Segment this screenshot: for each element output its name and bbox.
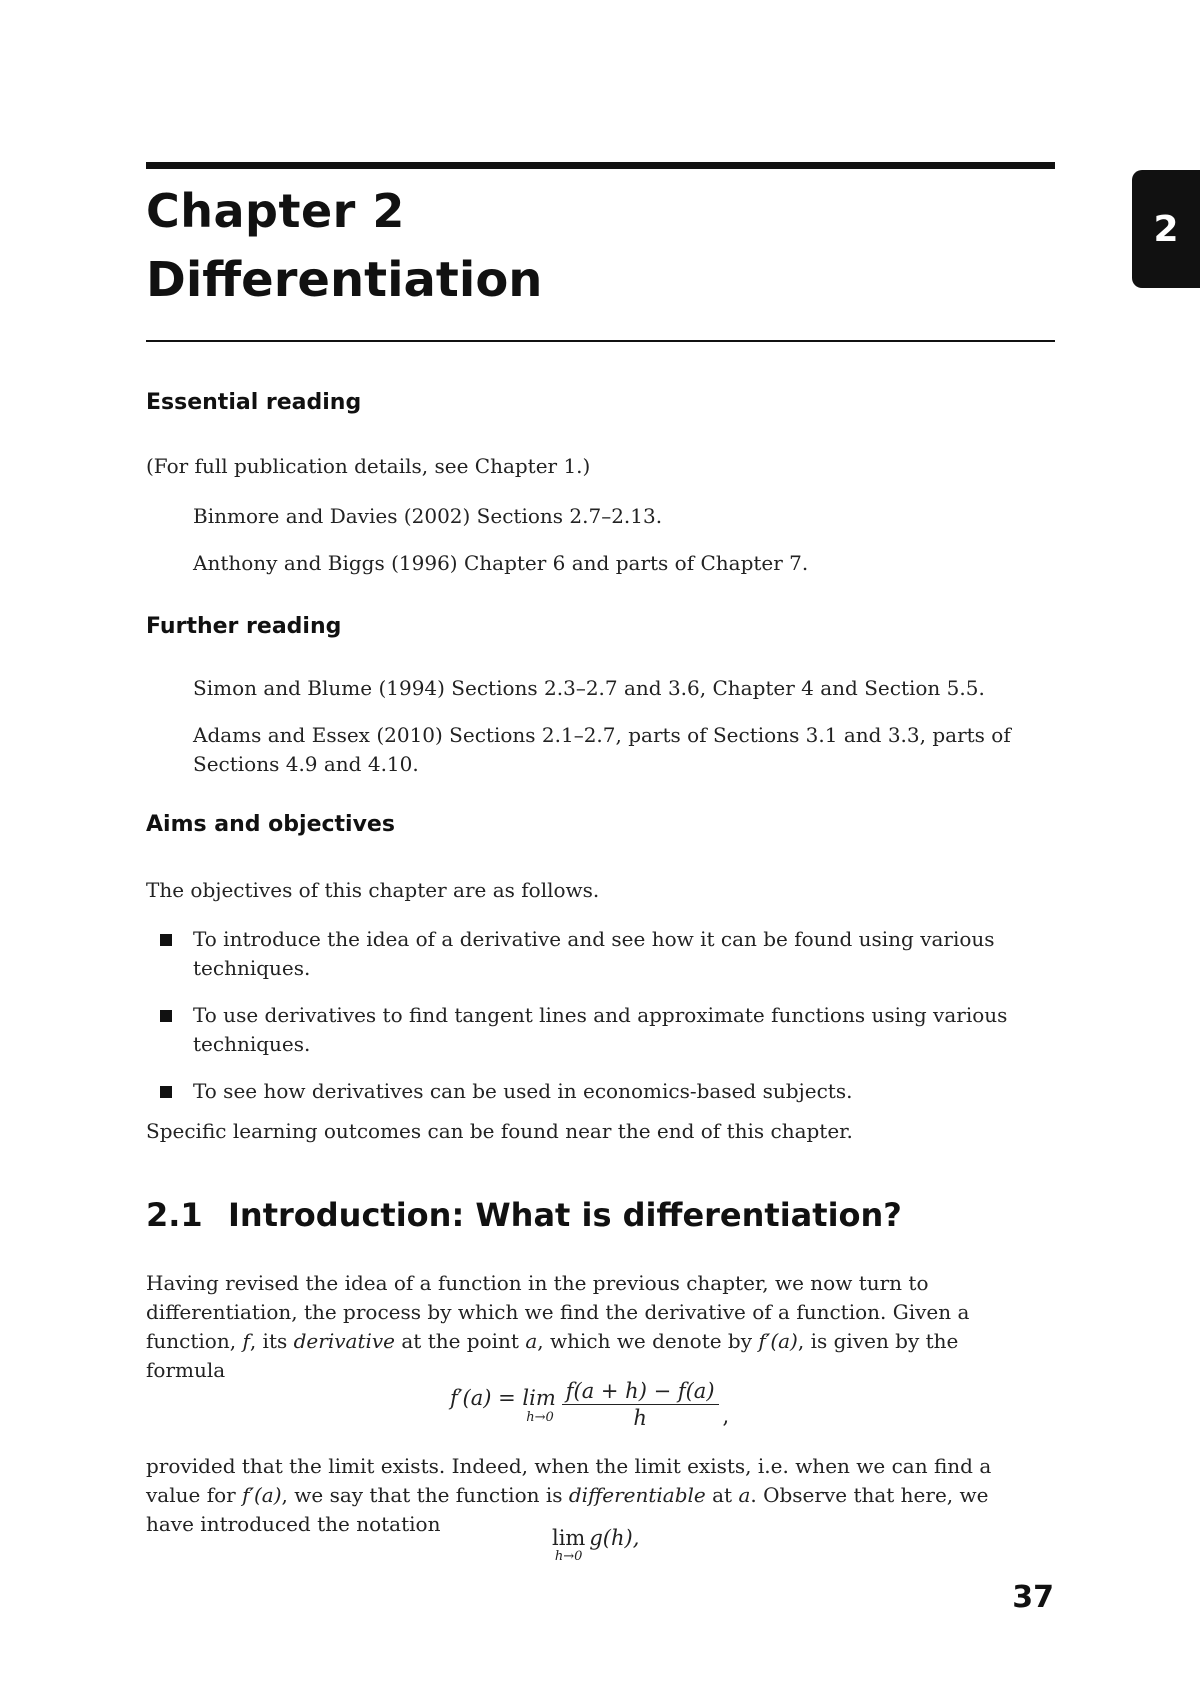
intro-paragraph: Having revised the idea of a function in the previous chapter, we now turn to differentiation, the process by which we find the derivative of a function. Given a function, f, its derivative at the point a, which we denote by f′(a), is given by the formula	[146, 1271, 970, 1382]
reading-item: Simon and Blume (1994) Sections 2.3–2.7 and 3.6, Chapter 4 and Section 5.5.	[193, 676, 985, 700]
chapter-title: Differentiation	[146, 252, 543, 308]
derivative-formula: f′(a) = lim h→0 f(a + h) − f(a) h ,	[450, 1379, 730, 1430]
reading-item: Anthony and Biggs (1996) Chapter 6 and parts of Chapter 7.	[193, 551, 809, 575]
aims-heading: Aims and objectives	[146, 812, 395, 837]
limit-paragraph: provided that the limit exists. Indeed, when the limit exists, i.e. when we can find a value for f′(a), we say that the function is differentiable at a. Observe that here, we have introduced the notation	[146, 1454, 992, 1536]
differentiable-term: differentiable	[568, 1483, 706, 1507]
derivative-term: derivative	[293, 1329, 396, 1353]
bullet-square-icon	[160, 1010, 172, 1022]
publication-note: (For full publication details, see Chapter 1.)	[146, 454, 591, 478]
bullet-square-icon	[160, 934, 172, 946]
top-rule	[146, 162, 1055, 169]
section-title: Introduction: What is differentiation?	[228, 1196, 902, 1234]
aims-outro: Specific learning outcomes can be found near the end of this chapter.	[146, 1119, 853, 1143]
limit-notation: lim h→0 g(h),	[552, 1526, 640, 1564]
chapter-label: Chapter 2	[146, 184, 405, 238]
aims-intro: The objectives of this chapter are as follows.	[146, 878, 600, 902]
page-number: 37	[1012, 1580, 1054, 1615]
objective-item: To introduce the idea of a derivative and see how it can be found using various techniques.	[193, 927, 995, 980]
essential-reading-heading: Essential reading	[146, 390, 362, 415]
reading-item: Binmore and Davies (2002) Sections 2.7–2.13.	[193, 504, 663, 528]
bullet-square-icon	[160, 1086, 172, 1098]
section-heading	[146, 1196, 902, 1234]
objective-item: To see how derivatives can be used in economics-based subjects.	[193, 1079, 853, 1103]
reading-item: Adams and Essex (2010) Sections 2.1–2.7, parts of Sections 3.1 and 3.3, parts of Sections 4.9 and 4.10.	[193, 723, 1011, 776]
objective-item: To use derivatives to find tangent lines and approximate functions using various techniques.	[193, 1003, 1008, 1056]
bottom-rule	[146, 340, 1055, 342]
section-number: 2.1	[146, 1196, 203, 1234]
chapter-tab: 2	[1132, 170, 1200, 288]
further-reading-heading: Further reading	[146, 614, 342, 639]
